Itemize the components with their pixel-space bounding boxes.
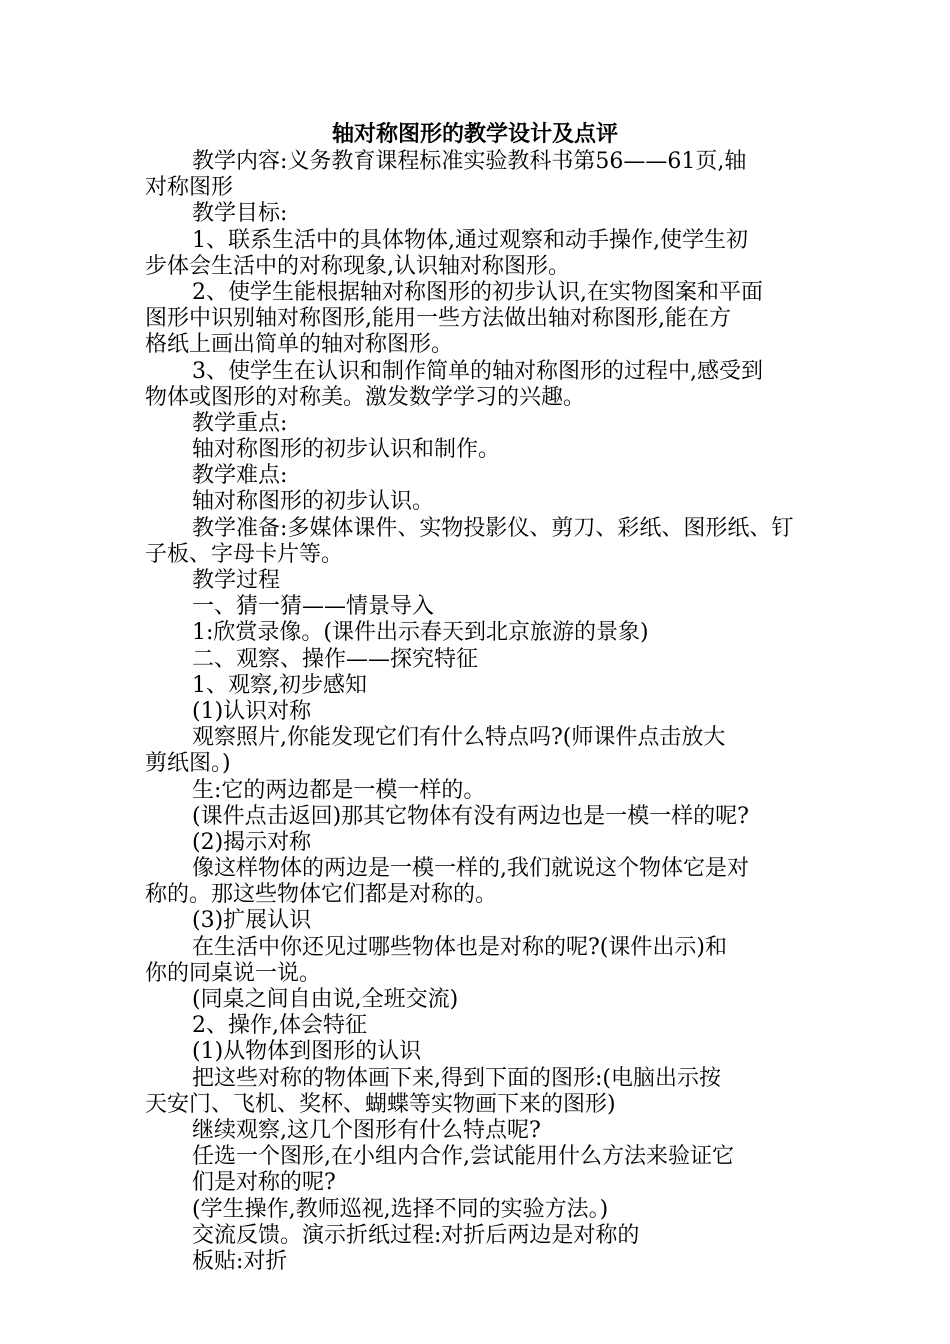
paragraph-line: 继续观察,这几个图形有什么特点呢? <box>192 1117 541 1143</box>
paragraph-line: 在生活中你还见过哪些物体也是对称的呢?(课件出示)和 <box>192 934 727 960</box>
paragraph-line: (1)从物体到图形的认识 <box>192 1039 422 1065</box>
paragraph-line: 教学准备:多媒体课件、实物投影仪、剪刀、彩纸、图形纸、钉 <box>192 515 794 541</box>
paragraph-line: 剪纸图。) <box>145 751 231 777</box>
document-title: 轴对称图形的教学设计及点评 <box>331 121 618 147</box>
document-body <box>145 149 815 1275</box>
paragraph-line: 观察照片,你能发现它们有什么特点吗?(师课件点击放大 <box>192 725 726 751</box>
paragraph-line: 物体或图形的对称美。激发数学学习的兴趣。 <box>145 384 586 410</box>
paragraph-line: (同桌之间自由说,全班交流) <box>192 987 459 1012</box>
paragraph-line: (2)揭示对称 <box>192 829 312 855</box>
paragraph-line: 教学过程 <box>192 568 281 593</box>
paragraph-line: 1、观察,初步感知 <box>192 672 367 698</box>
paragraph-line: 子板、字母卡片等。 <box>145 541 344 567</box>
paragraph-line: 格纸上画出简单的轴对称图形。 <box>145 332 454 358</box>
paragraph-line: 二、观察、操作——探究特征 <box>192 646 479 672</box>
paragraph-line: 一、猜一猜——情景导入 <box>192 594 435 620</box>
paragraph-line: 教学目标: <box>192 201 288 227</box>
paragraph-line: 轴对称图形的初步认识。 <box>192 489 435 515</box>
paragraph-line: 生:它的两边都是一模一样的。 <box>192 777 486 803</box>
paragraph-line: 们是对称的呢? <box>192 1170 336 1196</box>
paragraph-line: 教学内容:义务教育课程标准实验教科书第56——61页,轴 <box>192 149 747 174</box>
paragraph-line: 像这样物体的两边是一模一样的,我们就说这个物体它是对 <box>192 856 749 882</box>
paragraph-line: (1)认识对称 <box>192 698 312 724</box>
paragraph-line: 图形中识别轴对称图形,能用一些方法做出轴对称图形,能在方 <box>145 306 731 332</box>
paragraph-line: 把这些对称的物体画下来,得到下面的图形:(电脑出示按 <box>192 1065 721 1091</box>
paragraph-line: 轴对称图形的初步认识和制作。 <box>192 437 501 463</box>
paragraph-line: 步体会生活中的对称现象,认识轴对称图形。 <box>145 253 570 279</box>
paragraph-line: 天安门、飞机、奖杯、蝴蝶等实物画下来的图形) <box>145 1091 616 1117</box>
paragraph-line: (学生操作,教师巡视,选择不同的实验方法。) <box>192 1196 609 1222</box>
paragraph-line: 2、操作,体会特征 <box>192 1013 367 1039</box>
paragraph-line: 3、使学生在认识和制作简单的轴对称图形的过程中,感受到 <box>192 358 763 384</box>
paragraph-line: (课件点击返回)那其它物体有没有两边也是一模一样的呢? <box>192 803 749 829</box>
paragraph-line: 对称图形 <box>145 175 234 201</box>
paragraph-line: 教学重点: <box>192 410 288 436</box>
paragraph-line: 板贴:对折 <box>192 1248 288 1274</box>
paragraph-line: 1:欣赏录像。(课件出示春天到北京旅游的景象) <box>192 620 649 646</box>
paragraph-line: (3)扩展认识 <box>192 908 312 934</box>
paragraph-line: 交流反馈。演示折纸过程:对折后两边是对称的 <box>192 1222 640 1248</box>
paragraph-line: 称的。那这些物体它们都是对称的。 <box>145 882 498 908</box>
paragraph-line: 任选一个图形,在小组内合作,尝试能用什么方法来验证它 <box>192 1144 734 1170</box>
paragraph-line: 2、使学生能根据轴对称图形的初步认识,在实物图案和平面 <box>192 279 763 305</box>
paragraph-line: 教学难点: <box>192 463 288 489</box>
paragraph-line: 你的同桌说一说。 <box>145 960 322 986</box>
paragraph-line: 1、联系生活中的具体物体,通过观察和动手操作,使学生初 <box>192 227 748 253</box>
